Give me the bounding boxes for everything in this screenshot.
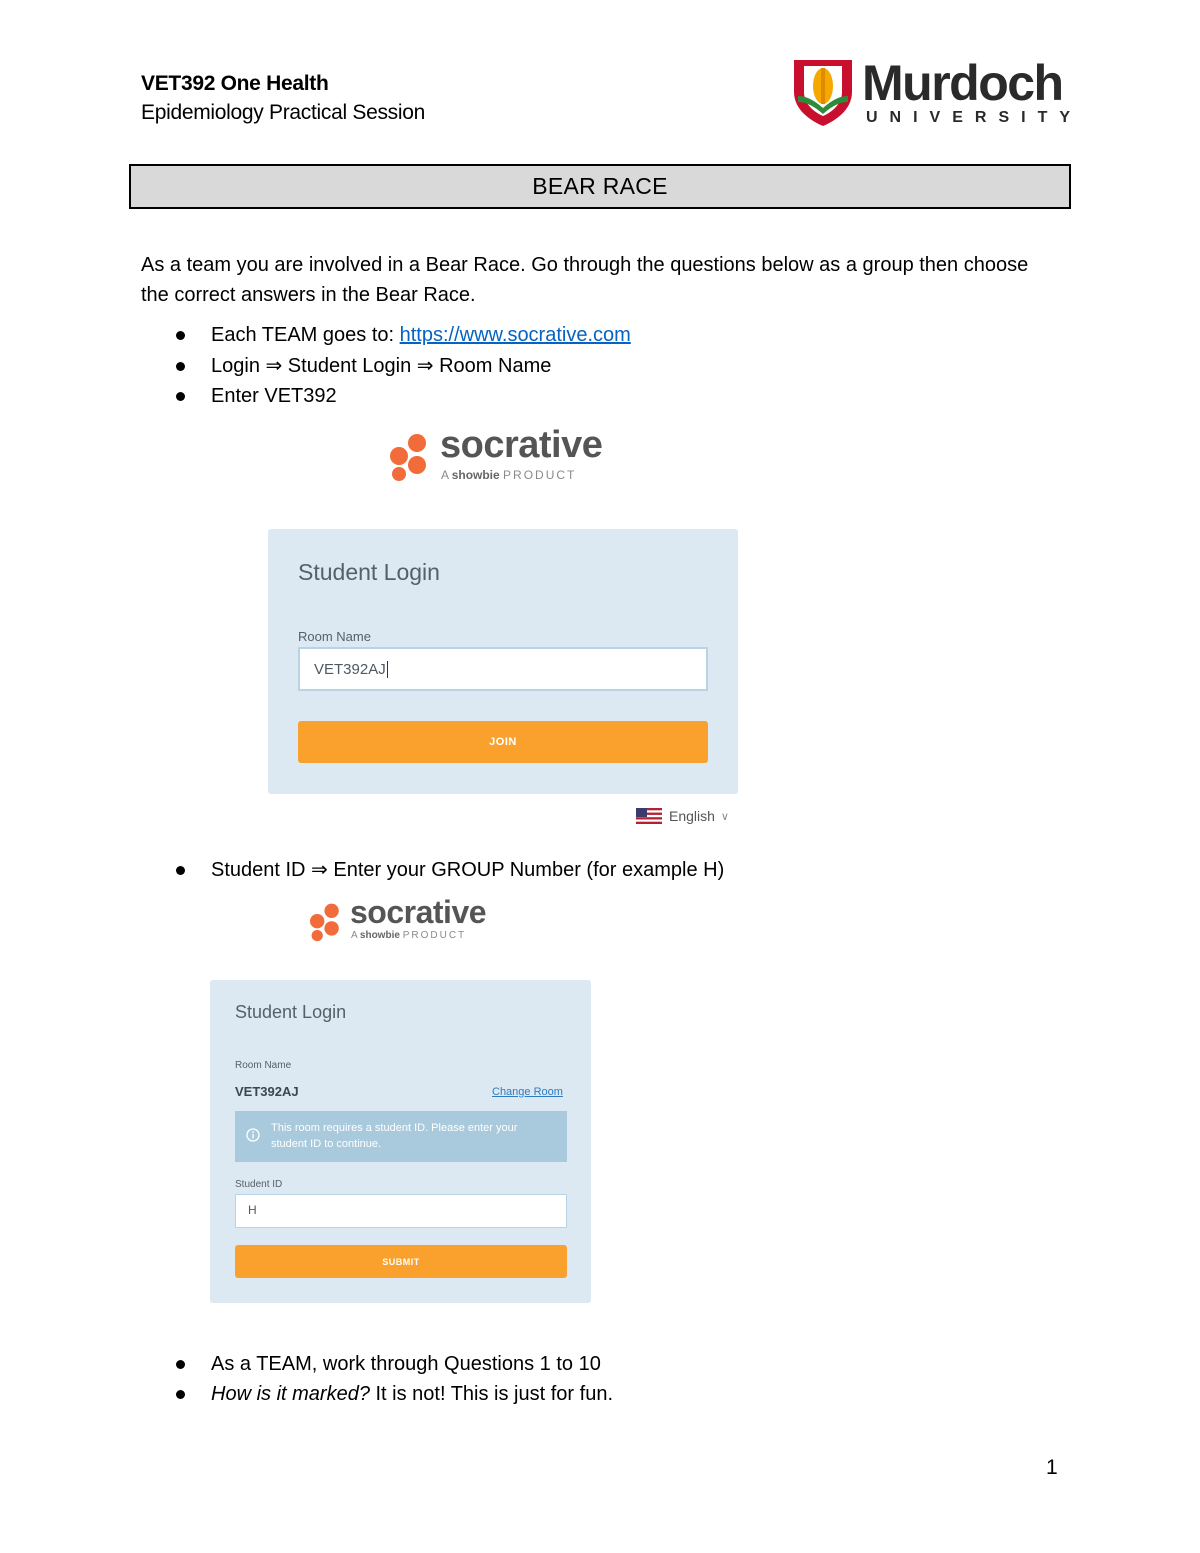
step-question: How is it marked? <box>211 1383 370 1405</box>
language-selector[interactable] <box>636 806 729 826</box>
bullet-icon <box>176 1390 185 1399</box>
intro-paragraph: As a team you are involved in a Bear Race. Go through the questions below as a group then choose the correct answers in the Bear Race. <box>141 254 1029 306</box>
room-name-label: Room Name <box>298 629 371 644</box>
step-text: Login ⇒ Student Login ⇒ Room Name <box>211 355 552 377</box>
step-text: Each TEAM goes to: <box>211 324 400 346</box>
join-button[interactable]: JOIN <box>298 721 708 763</box>
socrative-wordmark: socrative <box>440 424 603 466</box>
step-text: Student ID ⇒ Enter your GROUP Number (for example H) <box>211 859 725 881</box>
murdoch-logo <box>790 55 1083 130</box>
bullet-icon <box>176 866 185 875</box>
socrative-link[interactable]: https://www.socrative.com <box>399 324 631 346</box>
step-text: As a TEAM, work through Questions 1 to 10 <box>211 1353 601 1375</box>
socrative-hex-icon <box>308 902 344 942</box>
card-heading: Student Login <box>298 559 440 585</box>
room-name-input[interactable]: VET392AJ <box>298 647 708 691</box>
student-id-input[interactable]: H <box>235 1194 567 1228</box>
page-number: 1 <box>1046 1456 1058 1479</box>
session-subtitle: Epidemiology Practical Session <box>141 101 425 124</box>
bullet-icon <box>176 331 185 340</box>
university-wordmark: UNIVERSITY <box>866 109 1083 126</box>
socrative-hex-icon <box>388 432 432 482</box>
step-text: It is not! This is just for fun. <box>369 1383 613 1405</box>
card-heading: Student Login <box>235 1002 347 1022</box>
info-icon <box>246 1128 260 1142</box>
info-banner <box>235 1111 567 1162</box>
page-title: BEAR RACE <box>129 164 1071 209</box>
info-text: This room requires a student ID. Please enter your student ID to continue. <box>271 1122 518 1150</box>
student-login-card <box>268 529 738 794</box>
room-name-value: VET392AJ <box>235 1084 299 1099</box>
chevron-down-icon: ∨ <box>720 810 729 823</box>
room-name-label: Room Name <box>235 1060 292 1071</box>
language-label: English <box>669 808 715 824</box>
murdoch-crest-icon <box>790 58 856 128</box>
socrative-logo <box>388 424 628 488</box>
socrative-wordmark: socrative <box>350 894 487 930</box>
showbie-tagline: A showbie PRODUCT <box>351 930 467 941</box>
socrative-logo <box>308 894 508 946</box>
showbie-tagline: A showbie PRODUCT <box>441 468 577 482</box>
bullet-icon <box>176 392 185 401</box>
us-flag-icon <box>636 808 662 824</box>
student-id-label: Student ID <box>235 1179 283 1190</box>
student-id-card <box>210 980 591 1303</box>
course-title: VET392 One Health <box>141 72 329 95</box>
submit-button[interactable]: SUBMIT <box>235 1245 567 1278</box>
step-text: Enter VET392 <box>211 385 337 407</box>
murdoch-wordmark: Murdoch <box>862 55 1063 111</box>
bullet-icon <box>176 362 185 371</box>
change-room-link[interactable]: Change Room <box>492 1086 563 1098</box>
bullet-icon <box>176 1360 185 1369</box>
